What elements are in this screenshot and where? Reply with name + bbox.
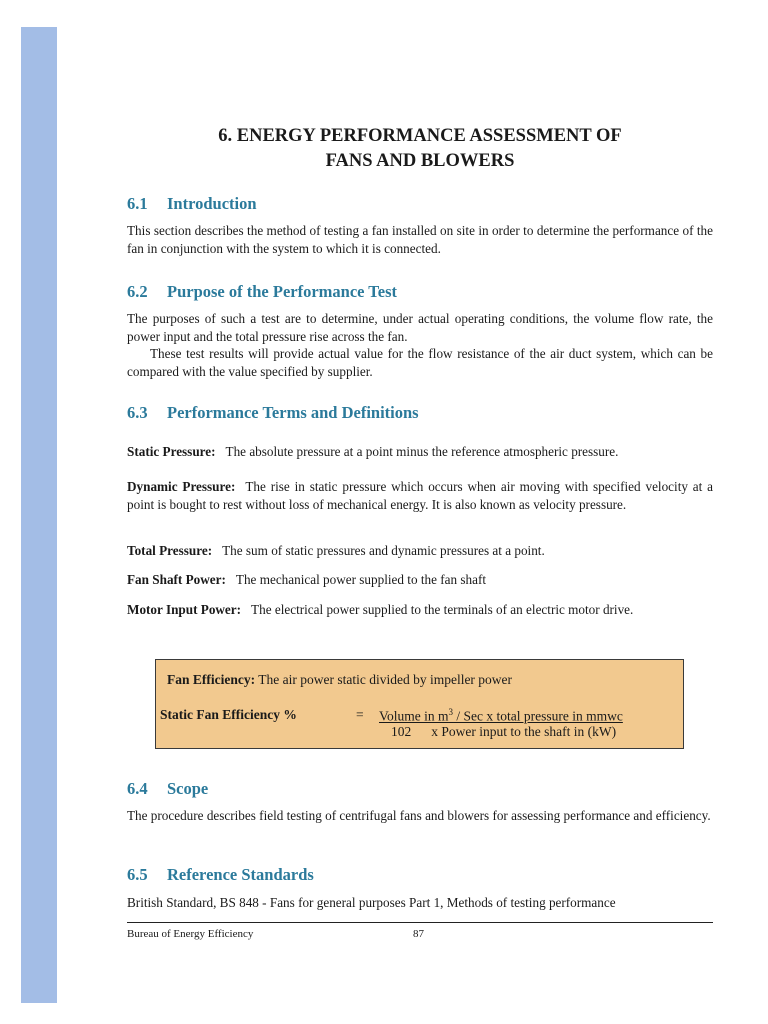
numerator-text: Volume in m <box>379 708 449 724</box>
term-fan-shaft-power <box>127 571 713 589</box>
section-title: Introduction <box>167 194 257 213</box>
term-definition: The electrical power supplied to the terminals of an electric motor drive. <box>251 602 634 617</box>
section-title: Scope <box>167 779 209 798</box>
term-label: Fan Shaft Power: <box>127 572 226 587</box>
formula-numerator <box>379 707 623 725</box>
section-title: Performance Terms and Definitions <box>167 403 419 422</box>
static-fan-efficiency-label: Static Fan Efficiency % <box>160 707 297 722</box>
section-number: 6.5 <box>127 865 148 884</box>
numerator-text-rest: / Sec x total pressure in mmwc <box>453 708 623 724</box>
purpose-paragraph-2: These test results will provide actual value for the flow resistance of the air duct system, which can be compared with the value specified by supplier. <box>127 346 713 379</box>
fan-efficiency-definition <box>167 672 512 688</box>
term-definition: The sum of static pressures and dynamic pressures at a point. <box>222 543 545 558</box>
reference-standards-paragraph: British Standard, BS 848 - Fans for general purposes Part 1, Methods of testing performance <box>127 895 616 910</box>
term-label: Dynamic Pressure: <box>127 479 236 494</box>
chapter-title-line-2: FANS AND BLOWERS <box>325 151 515 171</box>
footer-publisher: Bureau of Energy Efficiency <box>127 928 254 940</box>
equals-sign: = <box>356 707 364 722</box>
term-definition: The absolute pressure at a point minus the reference atmospheric pressure. <box>225 444 619 459</box>
section-number: 6.3 <box>127 403 148 422</box>
scope-paragraph: The procedure describes field testing of centrifugal fans and blowers for assessing performance and efficiency. <box>127 808 711 823</box>
denominator-constant: 102 <box>391 724 412 739</box>
purpose-paragraph-1: The purposes of such a test are to determine, under actual operating conditions, the volume flow rate, the power input and the total pressure rise across the fan. <box>127 311 713 344</box>
section-number: 6.1 <box>127 194 148 213</box>
fan-efficiency-text: The air power static divided by impeller power <box>258 672 513 687</box>
term-label: Total Pressure: <box>127 543 213 558</box>
page-side-bar <box>21 27 57 1003</box>
footer-page-number: 87 <box>413 928 424 940</box>
section-heading-6-2 <box>127 282 397 302</box>
footer-divider <box>127 922 713 923</box>
section-heading-6-3 <box>127 403 419 423</box>
chapter-title <box>127 124 713 174</box>
fan-efficiency-box <box>155 659 684 749</box>
chapter-title-line-1: 6. ENERGY PERFORMANCE ASSESSMENT OF <box>218 126 622 146</box>
term-label: Motor Input Power: <box>127 602 242 617</box>
section-number: 6.2 <box>127 282 148 301</box>
section-heading-6-1 <box>127 194 257 214</box>
section-title: Reference Standards <box>167 865 314 884</box>
denominator-text: x Power input to the shaft in (kW) <box>431 724 617 739</box>
term-definition: The mechanical power supplied to the fan shaft <box>235 572 487 587</box>
intro-paragraph: This section describes the method of testing a fan installed on site in order to determine the performance of the fan in conjunction with the system to which it is connected. <box>127 223 713 256</box>
formula-denominator <box>391 724 616 740</box>
fan-efficiency-label: Fan Efficiency: <box>167 672 256 687</box>
term-motor-input-power <box>127 601 713 619</box>
section-title: Purpose of the Performance Test <box>167 282 398 301</box>
term-total-pressure <box>127 542 713 560</box>
section-heading-6-4 <box>127 779 208 799</box>
term-dynamic-pressure <box>127 478 713 513</box>
term-label: Static Pressure: <box>127 444 216 459</box>
section-number: 6.4 <box>127 779 148 798</box>
section-heading-6-5 <box>127 865 314 885</box>
numerator-superscript: 3 <box>448 707 454 717</box>
term-static-pressure <box>127 443 713 461</box>
term-definition: The rise in static pressure which occurs when air moving with specified velocity at a point is bought to rest without loss of mechanical energy. It is also known as velocity pressure. <box>127 479 713 512</box>
